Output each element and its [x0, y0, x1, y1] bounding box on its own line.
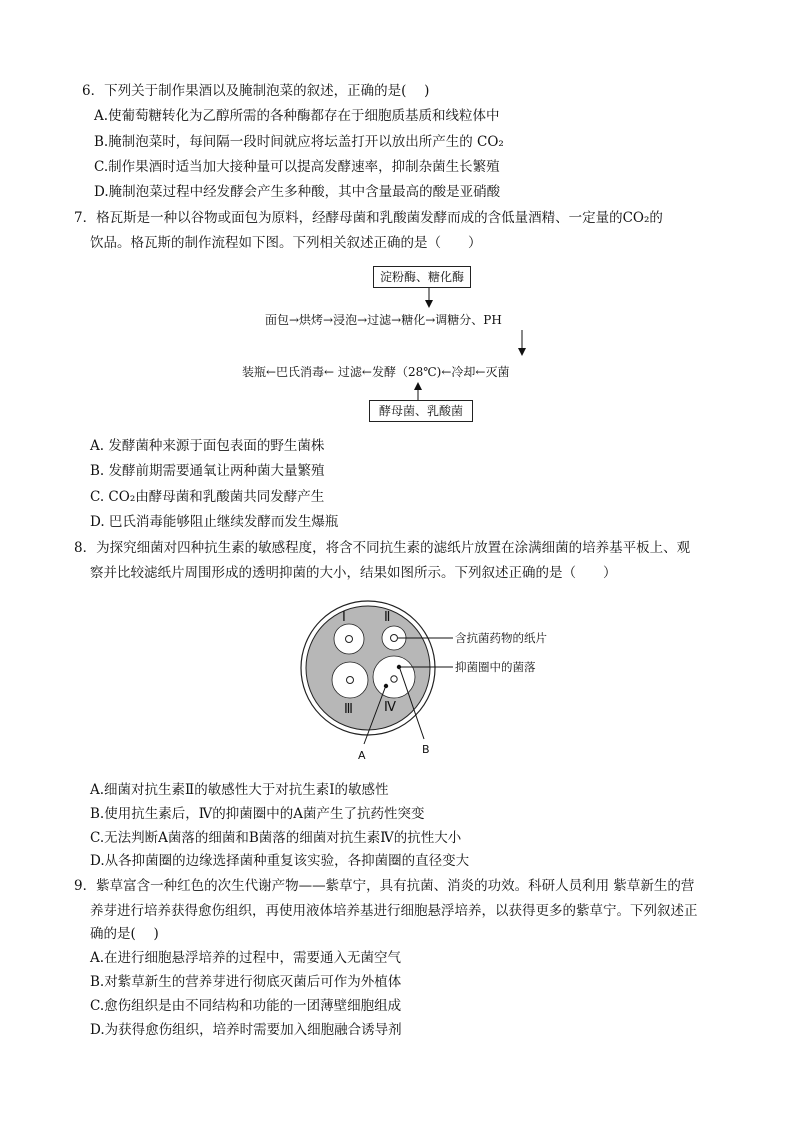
- q8-option-b: B.使用抗生素后，Ⅳ的抑菌圈中的A菌产生了抗药性突变: [90, 806, 425, 822]
- label-zone-1: Ⅰ: [342, 610, 346, 625]
- q8-option-c: C.无法判断A菌落的细菌和B菌落的细菌对抗生素Ⅳ的抗性大小: [90, 830, 462, 846]
- q9-stem-line3: 确的是( ): [90, 926, 159, 942]
- q9-option-a: A.在进行细胞悬浮培养的过程中，需要通入无菌空气: [90, 950, 402, 966]
- q7-stem-line2: 饮品。格瓦斯的制作流程如下图。下列相关叙述正确的是（ ）: [90, 235, 482, 251]
- letter-a: A: [358, 749, 366, 762]
- label-zone-4: Ⅳ: [384, 700, 396, 715]
- colony-a: [384, 684, 388, 688]
- colony-b: [397, 665, 401, 669]
- q8-option-d: D.从各抑菌圈的边缘选择菌种重复该实验，各抑菌圈的直径变大: [90, 853, 470, 869]
- q9-option-b: B.对紫草新生的营养芽进行彻底灭菌后可作为外植体: [90, 974, 402, 990]
- q6-option-b: B.腌制泡菜时，每间隔一段时间就应将坛盖打开以放出所产生的 CO₂: [94, 134, 504, 150]
- enzyme-box: 淀粉酶、糖化酶: [373, 266, 471, 288]
- q7-option-a: A. 发酵菌种来源于面包表面的野生菌株: [90, 438, 325, 454]
- q8-stem-line1: 8．为探究细菌对四种抗生素的敏感程度，将含不同抗生素的滤纸片放置在涂满细菌的培养基平板上、观: [74, 540, 691, 556]
- q8-stem-line2: 察并比较滤纸片周围形成的透明抑菌的大小，结果如图所示。下列叙述正确的是（ ）: [90, 565, 617, 581]
- paper-disc-2: [391, 635, 398, 642]
- q9-stem-line1: 9．紫草富含一种红色的次生代谢产物——紫草宁，具有抗菌、消炎的功效。科研人员利用 紫草新生的营: [74, 878, 695, 894]
- flow-row1: 面包→烘烤→浸泡→过滤→糖化→调糖分、PH: [265, 313, 502, 327]
- q9-stem-line2: 养芽进行培养获得愈伤组织，再使用液体培养基进行细胞悬浮培养，以获得更多的紫草宁。下列叙述正: [90, 903, 698, 919]
- q9-option-c: C.愈伤组织是由不同结构和功能的一团薄壁细胞组成: [90, 998, 402, 1014]
- q7-option-c: C. CO₂由酵母菌和乳酸菌共同发酵产生: [90, 489, 325, 505]
- petri-dish-figure: [290, 596, 570, 772]
- q7-option-b: B. 发酵前期需要通氧让两种菌大量繁殖: [90, 463, 325, 479]
- callout-paper: 含抗菌药物的纸片: [455, 631, 547, 645]
- microbe-box: 酵母菌、乳酸菌: [369, 400, 473, 422]
- q6-stem: 6．下列关于制作果酒以及腌制泡菜的叙述，正确的是( ): [82, 83, 430, 99]
- flow-row2: 装瓶←巴氏消毒← 过滤←发酵（28℃)←冷却←灭菌: [242, 365, 510, 379]
- paper-disc-1: [346, 636, 353, 643]
- q9-option-d: D.为获得愈伤组织，培养时需要加入细胞融合诱导剂: [90, 1022, 402, 1038]
- q8-option-a: A.细菌对抗生素Ⅱ的敏感性大于对抗生素Ⅰ的敏感性: [90, 782, 389, 798]
- paper-disc-4: [391, 676, 397, 682]
- label-zone-2: Ⅱ: [384, 610, 391, 625]
- callout-colony: 抑菌圈中的菌落: [455, 660, 536, 674]
- label-zone-3: Ⅲ: [344, 702, 353, 717]
- q6-option-d: D.腌制泡菜过程中经发酵会产生多种酸，其中含量最高的酸是亚硝酸: [94, 184, 501, 200]
- q6-option-c: C.制作果酒时适当加大接种量可以提高发酵速率，抑制杂菌生长繁殖: [94, 159, 500, 175]
- q6-option-a: A.使葡萄糖转化为乙醇所需的各种酶都存在于细胞质基质和线粒体中: [94, 108, 500, 124]
- paper-disc-3: [347, 677, 354, 684]
- letter-b: B: [422, 743, 430, 756]
- q7-stem-line1: 7．格瓦斯是一种以谷物或面包为原料，经酵母菌和乳酸菌发酵而成的含低量酒精、一定量的CO₂的: [74, 210, 663, 226]
- q7-option-d: D. 巴氏消毒能够阻止继续发酵而发生爆瓶: [90, 514, 339, 530]
